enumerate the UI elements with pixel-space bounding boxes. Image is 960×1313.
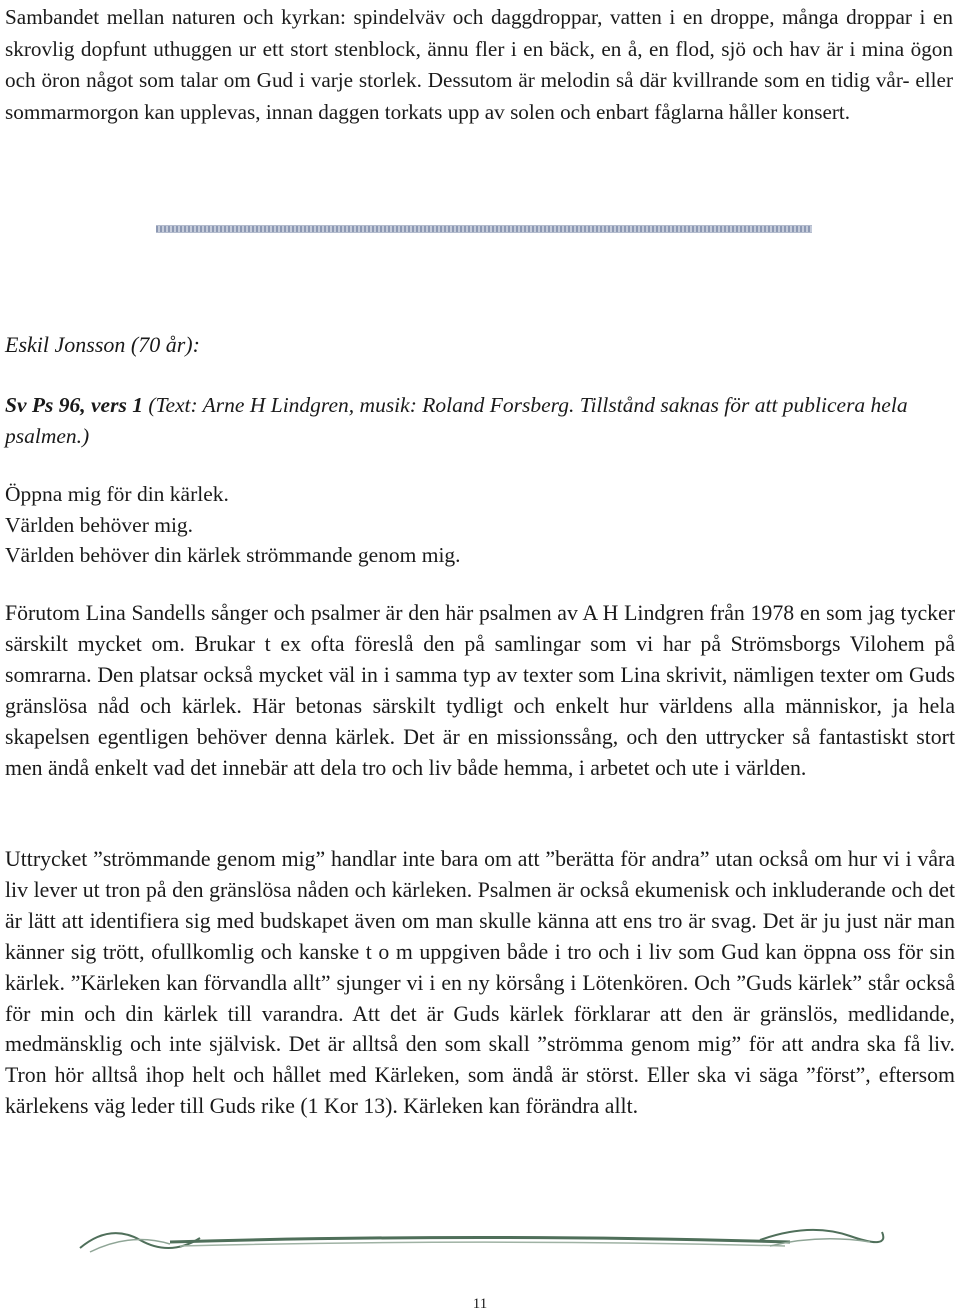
verse-line: Öppna mig för din kärlek. (5, 482, 229, 506)
hymn-number: Sv Ps 96, vers 1 (5, 393, 143, 417)
verse-line: Världen behöver mig. (5, 512, 194, 537)
author-heading: Eskil Jonsson (70 år): (5, 332, 200, 357)
page-number: 11 (472, 1296, 488, 1312)
intro-paragraph: Sambandet mellan naturen och kyrkan: spindelväv och daggdroppar, vatten i en droppe, många droppar i en skrovlig dopfunt uthuggen ur ett stort stenblock, ännu fler i en bäck, en å, en flod, sjö och hav är i mina ögon och öron något som talar om Gud i varje storlek. Dessutom är melodin så där kvillrande som en tidig vår- eller sommarmorgon kan upplevas, innan daggen torkats upp av solen och enbart fåglarna håller konsert. (5, 5, 953, 124)
decorative-divider (156, 225, 812, 233)
verse-line: Världen behöver din kärlek strömmande genom mig. (5, 543, 461, 567)
body-paragraph-2: Uttrycket ”strömmande genom mig” handlar inte bara om att ”berätta för andra” utan också om hur vi i våra liv lever ut tron på den gränslösa nåden och kärleken. Psalmen är också ekumenisk och inkluderande och det är lätt att identifiera sig med budskapet även om man skulle känna att ens tro är svag. Det är ju just när man känner sig trött, ofullkomlig och kanske t o m uppgiven både i tro och i liv som Gud kan öppna oss för sin kärlek. ”Kärleken kan förvandla allt” sjunger vi i en ny körsång i Lötenkören. Och ”Guds kärlek” står också för min och din kärlek till varandra. Att det är Guds kärlek förklarar att den är gränslös, medlidande, medmänsklig och inte självisk. Det är alltså den som skall ”strömma genom mig” för att andra ska få liv. Tron hör alltså ihop helt och hållet med Kärleken, som ändå är störst. Eller ska vi säga ”först”, eftersom kärlekens väg leder till Guds rike (1 Kor 13). Kärleken kan förändra allt. (5, 847, 955, 1119)
body-paragraph-1: Förutom Lina Sandells sånger och psalmer är den här psalmen av A H Lindgren från 1978 en som jag tycker särskilt mycket om. Brukar t ex ofta föreslå den på samlingar som vi har på Strömsborgs Vilohem på somrarna. Den platsar också mycket väl in i samma typ av texter som Lina skrivit, nämligen texter om Guds gränslösa nåd och kärlek. Här betonas särskilt tydligt och enkelt hur världens alla människor, ja hela skapelsen egentligen behöver denna kärlek. Det är en missionssång, och den uttrycker så fantastiskt stort men ändå enkelt vad det innebär att dela tro och liv både hemma, i arbetet och ute i världen. (5, 601, 955, 780)
hymn-reference (5, 390, 955, 452)
hymn-verse (5, 479, 461, 571)
hymn-credits: (Text: Arne H Lindgren, musik: Roland Forsberg. Tillstånd saknas för att publicera hela psalmen.) (5, 393, 908, 448)
ornamental-divider (70, 1218, 890, 1260)
